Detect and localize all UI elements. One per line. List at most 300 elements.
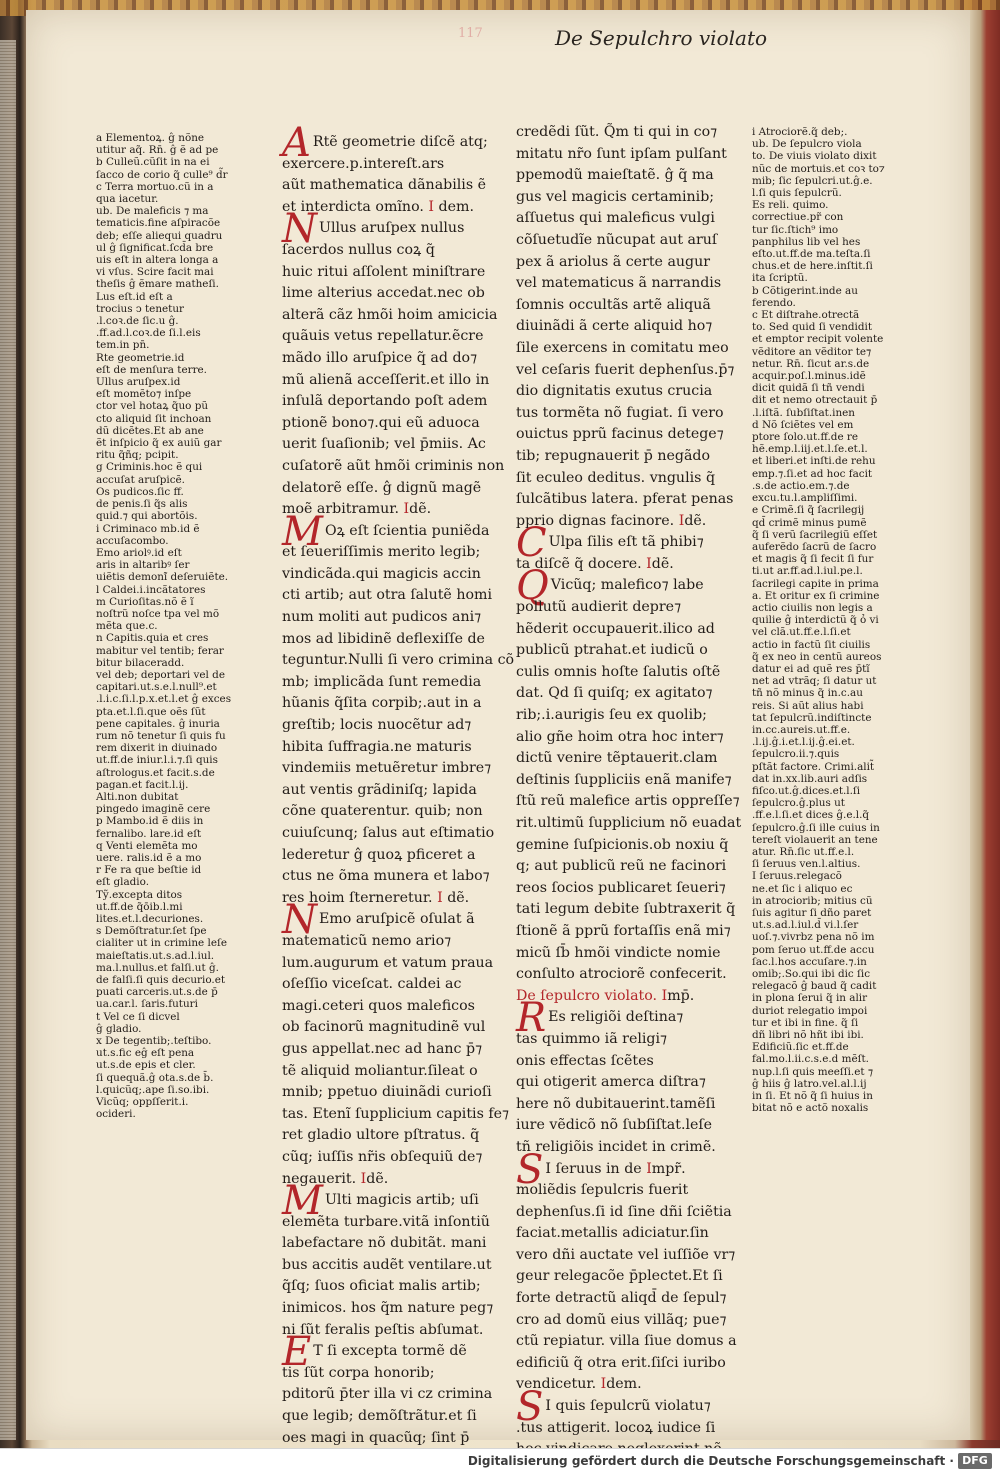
- running-head: De Sepulchro violato: [555, 26, 768, 50]
- text-line: [516, 1374, 718, 1396]
- text-line: ferendo.: [752, 296, 796, 309]
- text-line: [516, 1418, 718, 1440]
- text-line: tur et ibi in fine. q̃ ſi: [752, 1016, 859, 1029]
- text-line: panphilus lib vel hes: [752, 235, 861, 248]
- text-segment: Oꝝ eſt ſcientia puniẽda: [324, 522, 490, 539]
- text-segment: dem.: [434, 198, 474, 215]
- text-line: [282, 974, 474, 996]
- text-segment: tati legum debite ſubtraxerit q̃: [516, 901, 736, 918]
- text-line: [282, 953, 494, 975]
- text-segment: Ulpa ſilis eſt tã phibi⁊: [548, 534, 704, 551]
- text-line: [516, 468, 718, 490]
- text-line: [282, 650, 515, 672]
- text-line: [516, 316, 718, 338]
- text-line: [516, 1288, 727, 1310]
- rubric: I: [360, 1170, 367, 1187]
- text-segment: culis omnis hoſte ſalutis oſtẽ: [516, 663, 721, 680]
- text-line: Ullus aruſpex.id: [96, 376, 181, 389]
- text-line: fernalibo. lare.id eſt: [96, 827, 202, 840]
- rubricated-initial: E: [282, 1329, 312, 1376]
- rubric: I: [646, 555, 652, 572]
- text-line: ub. De maleficis ⁊ ma: [96, 205, 209, 218]
- text-line: ſepulcro.ii.⁊.quis: [752, 748, 840, 761]
- text-line: [516, 424, 724, 446]
- text-line: ſi quequã.ĝ ota.s.de b̄.: [96, 1071, 214, 1084]
- text-segment: cti artib; aut otra ſalutẽ homi: [282, 587, 493, 604]
- text-segment: mp̄.: [667, 987, 695, 1004]
- text-segment: Vicũq; malefico⁊ labe: [550, 577, 704, 594]
- text-segment: reos ſocios publicaret ſeueri⁊: [516, 879, 726, 896]
- text-segment: quãuis vetus repellatur.ẽcre: [282, 328, 484, 345]
- text-segment: ptionẽ bono⁊.qui eũ aduoca: [282, 414, 480, 431]
- text-line: [282, 305, 498, 327]
- text-segment: micũ ſb̄ hmõi vindicte nomi̇e: [516, 944, 721, 961]
- text-segment: ret gladio ultore pſtratus. q̃: [282, 1127, 480, 1144]
- text-line: quid.⁊ qui abortõis.: [96, 510, 198, 523]
- text-line: c Terra mortuo.cũ in a: [96, 180, 214, 193]
- text-segment: bus accitis audẽt ventilare.ut: [282, 1256, 492, 1273]
- text-line: [282, 283, 485, 305]
- text-line: [516, 273, 722, 295]
- text-line: a. Et oritur ex ſi crimine: [752, 589, 880, 602]
- text-line: netur. Rn̄. ſicut ar.s.de: [752, 357, 870, 370]
- rubric: I: [600, 1376, 607, 1393]
- text-segment: dio dignitatis exutus crucia: [516, 383, 713, 400]
- text-line: deb; eſſe aliequi quadru: [96, 229, 223, 242]
- text-line: [282, 629, 485, 651]
- text-segment: elemẽta turbare.vitã inſontiũ: [282, 1213, 490, 1230]
- text-line: vẽditore an vẽditor te⁊: [752, 345, 872, 358]
- text-line: dũ dicẽtes.Et ab ane: [96, 424, 204, 437]
- text-line: reis. Si aũt alius habi: [752, 699, 864, 712]
- text-segment: faciat.metallis adiciatur.ſin: [516, 1225, 709, 1242]
- rubricated-initial: S: [516, 1146, 544, 1193]
- text-line: [282, 866, 490, 888]
- text-line: net ad vtrãq; ſi datur ut: [752, 675, 877, 688]
- text-segment: pex ã ariolus ã certe augur: [516, 253, 711, 270]
- text-line: et emptor recipit volente: [752, 333, 884, 346]
- text-line: ut.s.fic eĝ eſt pena: [96, 1047, 195, 1060]
- text-line: [516, 1310, 727, 1332]
- left-page-stack: [0, 40, 16, 1440]
- text-segment: cuiuſcunq; ſalus aut eſtimatio: [282, 825, 495, 841]
- text-line: [516, 791, 740, 813]
- text-segment: aũt mathematica dãnabilis ẽ: [282, 177, 487, 194]
- text-line: [516, 403, 724, 425]
- text-line: dñ libri nõ hñt ibi ibi.: [752, 1029, 864, 1042]
- text-line: [282, 1039, 483, 1061]
- text-line: .ff.e.l.ſi.et dices ĝ.e.l.q̃: [752, 809, 870, 822]
- text-line: [282, 1255, 492, 1277]
- text-segment: qui otigerit amerca diſtra⁊: [516, 1074, 706, 1091]
- text-line: [516, 662, 721, 684]
- text-segment: oes magi in quacũq; ſint p̄: [282, 1429, 470, 1446]
- text-line: ita ſcriptũ.: [752, 272, 808, 285]
- text-segment: vel ceſaris fuerit dephenſus.p̄⁊: [516, 361, 735, 378]
- text-line: Rte geometrie.id: [96, 351, 185, 364]
- text-segment: dẽ.: [366, 1170, 389, 1187]
- text-segment: dẽ.: [684, 512, 707, 529]
- rubric: I: [661, 987, 668, 1004]
- text-segment: ſacerdos nullus coꝝ q̃: [282, 241, 435, 258]
- text-segment: dat. Qd ſi quiſq; ex agitato⁊: [516, 685, 713, 702]
- text-segment: tas. Etenĩ ſupplicium capitis fe⁊: [282, 1105, 510, 1122]
- text-line: dat in.xx.lib.auri adſis: [752, 772, 868, 785]
- text-line: hẽ.emp.l.iij.et.l.ſe.et.l.: [752, 443, 868, 456]
- text-segment: ſile exercens in comitatu meo: [516, 339, 729, 356]
- text-line: uiẽtis demoni̇̃ deſeruiẽte.: [96, 571, 229, 584]
- text-line: [516, 1029, 718, 1051]
- text-line: [516, 1223, 718, 1245]
- text-segment: mpr̃.: [651, 1160, 686, 1177]
- text-segment: here nõ dubitauerint.tamẽſi: [516, 1095, 716, 1112]
- text-line: [282, 1233, 487, 1255]
- text-line: aſtrologus.et facit.s.de: [96, 766, 215, 779]
- text-segment: mũ alienã acceſſerit.et illo in: [282, 371, 490, 388]
- text-line: l.ſi quis ſepulcrũ.: [752, 187, 842, 200]
- text-segment: huic ritui aſſolent miniſtrare: [282, 263, 486, 280]
- text-line: qd̄ crimẽ minus pumẽ: [752, 516, 867, 529]
- text-line: [282, 1212, 490, 1234]
- text-line: q Venti elemẽta mo: [96, 839, 198, 852]
- text-segment: tis ſũt corpa honorib;: [282, 1364, 435, 1381]
- text-line: [516, 230, 718, 252]
- gloss-column-right: [752, 126, 900, 1114]
- text-segment: matematicũ nemo ario⁊: [282, 932, 452, 949]
- text-segment: tib; repugnauerit p̄ negãdo: [516, 447, 711, 464]
- text-line: [516, 381, 718, 403]
- rubric: I: [678, 512, 685, 529]
- text-line: de falſi.ſi quis decurio.et: [96, 974, 226, 987]
- text-segment: uerit ſuaſionib; vel p̄miis. Ac: [282, 436, 486, 453]
- text-line: ſi ſeruus ven.l.altius.: [752, 858, 861, 871]
- text-segment: q; aut publicũ reũ ne facinori: [516, 858, 727, 875]
- text-segment: hũanis q̃ſita corpib;.aut in a: [282, 695, 482, 712]
- text-line: ma.l.nullus.et falſi.ut ĝ.: [96, 961, 219, 974]
- text-line: ſepulcro.ĝ.plus ut: [752, 797, 845, 810]
- text-line: actio ciuilis non legis a: [752, 601, 873, 614]
- text-line: [282, 542, 481, 564]
- text-segment: cõſuetudĩe nũcupat aut aruſ: [516, 231, 718, 248]
- text-line: tematicis.fine aſpiracõe: [96, 217, 221, 230]
- text-line: accuſacombo.: [96, 534, 169, 547]
- text-line: [282, 564, 481, 586]
- text-line: [516, 943, 721, 965]
- text-line: ritu q̃ñq; pcipit.: [96, 449, 179, 462]
- text-line: in plona ſerui q̃ in alir: [752, 992, 868, 1005]
- text-segment: gus vel magicis certaminib;: [516, 188, 715, 205]
- text-line: .l.ij.ĝ.i.et.l.ij.ĝ.ei.et.: [752, 736, 855, 749]
- text-line: ut.s.ad.l.iul.d̄ vi.l.ſer: [752, 919, 859, 932]
- text-segment: ſit eculeo deditus. vngulis q̃: [516, 469, 716, 486]
- text-segment: dẽ.: [651, 555, 674, 572]
- text-line: et liberi.et inſti.de rehu: [752, 455, 876, 468]
- text-line: tñ nõ minus q̃ in.c.au: [752, 687, 863, 700]
- text-segment: moẽ arbitramur.: [282, 501, 404, 518]
- text-line: [282, 1017, 486, 1039]
- text-segment: lederetur ĝ quoꝝ pficeret a: [282, 846, 476, 863]
- rubricated-initial: S: [516, 1384, 544, 1431]
- text-segment: lum.augurum et vatum praua: [282, 954, 494, 971]
- text-line: ĝ gladio.: [96, 1022, 142, 1035]
- text-line: [516, 683, 718, 705]
- text-line: emp.⁊.ſi.et ad hoc facit: [752, 467, 873, 480]
- text-segment: alterã cãz hmõi hoim amicicia: [282, 306, 498, 323]
- text-line: acquir.poſ.l.minus.idẽ: [752, 370, 866, 383]
- text-line: tem.in pn̄.: [96, 339, 150, 352]
- text-line: [516, 921, 731, 943]
- text-line: eſto.ut.ff.de ma.teſta.ſi: [752, 248, 871, 261]
- text-line: vel clã.ut.ff.e.l.ſi.et: [752, 626, 851, 639]
- text-line: t Vel ce ſi dicvel: [96, 1010, 180, 1023]
- text-line: [516, 165, 718, 187]
- text-line: [516, 252, 718, 274]
- text-segment: mb; implicãda ſunt remedia: [282, 673, 482, 690]
- text-line: [282, 758, 492, 780]
- rubricated-initial: Q: [516, 563, 549, 610]
- text-line: rum nõ tenetur ſi quis fu: [96, 729, 226, 742]
- text-segment: magi.ceteri quos maleficos: [282, 997, 475, 1014]
- text-line: [516, 1331, 737, 1353]
- text-line: omib;.So.qui ibi dic ſic: [752, 968, 871, 981]
- text-segment: dictũ venire tẽptauerit.clam: [516, 750, 718, 767]
- text-line: ub. De ſepulcro viola: [752, 138, 862, 151]
- text-line: p Mambo.id ẽ diis in: [96, 815, 204, 828]
- text-line: qua iacetur.: [96, 193, 159, 206]
- text-segment: Ullus aruſpex nullus: [319, 220, 465, 237]
- text-line: tur ſic.ſtich⁹ imo: [752, 223, 839, 236]
- text-line: uere. ralis.id ẽ a mo: [96, 851, 202, 864]
- text-line: b Cõtigerint.inde au: [752, 284, 858, 297]
- text-line: i Atrociorẽ.q̃ deb;.: [752, 126, 848, 138]
- text-line: aris in altaribꝰ ſer: [96, 559, 190, 572]
- text-segment: pditorũ p̄ter illa vi cz crimina: [282, 1386, 493, 1403]
- text-line: duriot relegatio impoi: [752, 1004, 868, 1017]
- text-line: c Et diſtrahe.otrectã: [752, 309, 860, 322]
- text-line: bitur bilaceradd.: [96, 656, 185, 669]
- text-line: ctor vel hotaꝝ q̃uo pũ: [96, 400, 209, 413]
- text-line: vel deb; deportari vel de: [96, 668, 225, 681]
- text-line: in ſi. Et nõ q̃ ſi huius in: [752, 1090, 873, 1103]
- text-line: actio in factũ ſit ciuilis: [752, 638, 871, 651]
- text-line: [516, 1094, 718, 1116]
- text-line: [282, 1298, 494, 1320]
- rubric: I: [403, 501, 410, 518]
- text-line: ut.s.de epis et cler.: [96, 1059, 196, 1072]
- text-line: [282, 478, 482, 500]
- text-segment: aſſuetus qui maleficus vulgi: [516, 210, 715, 227]
- text-line: [282, 823, 495, 845]
- text-line: l.quicũq;.ape ſi.so.ibi.: [96, 1083, 210, 1096]
- text-segment: diuinãdi ã certe aliquid ho⁊: [516, 318, 713, 335]
- text-line: [516, 964, 727, 986]
- rubric: De ſepulcro violato.: [516, 987, 662, 1004]
- rubric: I: [646, 1160, 652, 1177]
- text-line: ne.et ſic i aliquo ec: [752, 882, 853, 895]
- text-line: dit et nemo otrectauit p̄: [752, 394, 878, 407]
- text-line: Lus eſt.id eſt a: [96, 290, 173, 303]
- text-line: [516, 1072, 718, 1094]
- text-line: pingedo imaginẽ cere: [96, 803, 211, 816]
- text-segment: mos ad libidinẽ deflexiſſe de: [282, 630, 485, 647]
- text-line: eſt gladio.: [96, 876, 149, 889]
- rubricated-initial: M: [282, 1178, 323, 1225]
- text-line: tat ſepulcrũ.indiſtincte: [752, 711, 872, 724]
- text-line: [282, 1125, 480, 1147]
- text-line: [282, 737, 474, 759]
- text-line: accuſat aruſpicẽ.: [96, 473, 185, 486]
- text-line: mib; ſic ſepulcri.ut.ĝ.e.: [752, 174, 873, 187]
- text-line: [282, 715, 474, 737]
- text-line: relegacõ ĝ baud q̃ cadit: [752, 980, 877, 993]
- text-line: ſuis agitur ſi dño paret: [752, 907, 872, 919]
- text-line: [516, 295, 718, 317]
- text-line: l Caldei.i.incãtatores: [96, 583, 206, 596]
- rubricated-initial: M: [282, 508, 323, 555]
- text-line: [516, 338, 729, 360]
- text-line: .l.coꝛ.de ſic.u ĝ.: [96, 315, 179, 328]
- rubric: I: [428, 198, 434, 215]
- text-line: [282, 456, 505, 478]
- text-segment: delatorẽ eſſe. ĝ dignũ magẽ: [282, 479, 482, 496]
- text-line: bitat nõ e actõ noxalis: [752, 1102, 869, 1115]
- text-line: [516, 489, 734, 511]
- text-line: [282, 1363, 474, 1385]
- text-line: chus.et de here.inſtit.ſi: [752, 260, 873, 273]
- text-segment: cõne quaterentur. quib; non: [282, 803, 483, 820]
- text-segment: rit.ultimũ ſupplicium nõ euadat: [516, 815, 742, 831]
- text-column-right: [516, 122, 742, 1461]
- text-segment: publicũ ptrahat.et iudicũ o: [516, 642, 708, 659]
- text-segment: exercere.p.intereſt.ars: [282, 155, 445, 172]
- text-line: i Criminaco mb.id ẽ: [96, 522, 200, 535]
- text-segment: credẽdi ſũt. Q̃m ti qui in co⁊: [516, 124, 718, 140]
- text-segment: vindemiis metuẽretur imbre⁊: [282, 760, 492, 777]
- text-segment: tñ religiõis incidet in crimẽ.: [516, 1138, 716, 1155]
- text-segment: cũq; iuſſis nr̃is obſequiũ de⁊: [282, 1148, 483, 1165]
- text-line: to. Sed quid ſi vendidit: [752, 321, 873, 334]
- text-line: q̃ ſi verũ ſacrilegiũ eſſet: [752, 528, 878, 541]
- text-line: auferẽdo ſacrũ de ſacro: [752, 540, 877, 553]
- text-line: ocideri.: [96, 1108, 136, 1121]
- text-line: pagan.et facit.l.ij.: [96, 778, 189, 791]
- text-segment: deſtinis ſuppliciis enã manife⁊: [516, 771, 732, 788]
- text-line: mẽta que.c.: [96, 620, 158, 633]
- text-line: x De tegentib;.teſtibo.: [96, 1035, 212, 1048]
- text-line: d Nõ ſciẽtes vel em: [752, 418, 854, 431]
- text-line: [516, 1115, 718, 1137]
- text-line: ẽt inſpicio q̃ ex auiũ gar: [96, 437, 222, 450]
- text-line: ſacrilegi capite in prima: [752, 577, 879, 590]
- text-line: dicit quidã ſi tñ vendi: [752, 382, 865, 395]
- text-segment: ta diſcẽ q̃ docere.: [516, 555, 647, 572]
- text-segment: iure vẽdicõ nõ ſubſiſtat.leſe: [516, 1117, 713, 1134]
- text-segment: dẽ.: [409, 501, 432, 518]
- text-line: datur ei ad quẽ res p̄tĩ: [752, 662, 870, 675]
- text-line: fiſco.ut.ĝ.dices.et.l.ſi: [752, 784, 861, 797]
- text-segment: greſtib; locis nuocẽtur ad⁊: [282, 717, 472, 734]
- text-line: uis eſt in altera longa a: [96, 254, 219, 267]
- text-line: [282, 801, 483, 823]
- text-line: ſacco de corio q̃ culle⁹ d̃r: [96, 168, 228, 181]
- text-line: capitari.ut.s.e.l.null⁹.et: [96, 681, 217, 694]
- text-segment: hibita ſuffragia.ne maturis: [282, 738, 472, 755]
- text-line: b Culleũ.cũſit in na ei: [96, 156, 210, 169]
- folio-number-ghost: 117: [458, 26, 483, 41]
- funding-notice: Digitalisierung gefördert durch die Deutsche Forschungsgemeinschaft ·: [467, 1454, 954, 1468]
- text-line: quilie ĝ interdictũ q̃ ỏ vi: [752, 614, 879, 627]
- text-line: [282, 1061, 478, 1083]
- text-segment: pollutũ audierit depre⁊: [516, 599, 682, 616]
- text-line: .ff.ad.l.coꝛ.de ſi.l.eis: [96, 327, 201, 340]
- text-line: Tỹ.excepta ditos: [96, 888, 183, 901]
- rubricated-initial: N: [282, 897, 317, 944]
- text-line: [282, 693, 482, 715]
- text-line: [282, 154, 474, 176]
- rubricated-initial: C: [516, 520, 547, 567]
- text-line: pta.et.l.ſi.que oẽs ſũt: [96, 705, 206, 718]
- text-line: r Fe ra que beſtie id: [96, 864, 202, 877]
- text-line: e Crimẽ.ſi q̃ ſacrilegij: [752, 504, 865, 517]
- text-line: [516, 1137, 718, 1159]
- text-line: [516, 1202, 732, 1224]
- text-line: ptore ſolo.ut.ff.de re: [752, 431, 859, 444]
- text-line: [516, 187, 718, 209]
- text-segment: ob facinorũ magnitudinẽ vul: [282, 1019, 486, 1036]
- text-segment: tas quimmo iã religi⁊: [516, 1030, 668, 1047]
- text-line: [282, 175, 487, 197]
- text-column-left: [282, 120, 515, 1471]
- text-line: [516, 208, 718, 230]
- text-line: m Curioſitas.nõ ẽ ĩ: [96, 595, 194, 608]
- text-line: [282, 780, 477, 802]
- text-segment: geur relegacõe p̄plectet.Et ſi: [516, 1268, 723, 1285]
- text-line: pom ſeruo ut.ff.de accu: [752, 943, 875, 956]
- text-line: maieſtatis.ut.s.ad.l.iul.: [96, 949, 215, 962]
- text-line: Os pudicos.ſic ff.: [96, 485, 184, 498]
- text-line: [516, 619, 718, 641]
- text-line: et magis q̃ ſi fecit ſi fur: [752, 553, 874, 566]
- text-line: [282, 1384, 493, 1406]
- text-line: [282, 845, 474, 867]
- text-line: excu.tu.l.ampliſſimi.: [752, 492, 858, 505]
- text-line: [282, 413, 480, 435]
- text-line: in atrociorib; mitius cũ: [752, 894, 873, 907]
- text-line: [516, 446, 718, 468]
- text-line: theſis ĝ ẽmare matheſi.: [96, 278, 219, 291]
- text-segment: T ſi excepta tormẽ dẽ: [313, 1343, 467, 1360]
- text-line: nũc de mortuis.et coꝛ to⁊: [752, 162, 885, 175]
- text-segment: Ulti magicis artib; uſi: [324, 1192, 479, 1209]
- text-line: [516, 1245, 736, 1267]
- text-segment: gemine ſuſpicionis.ob noxiu q̃: [516, 836, 729, 853]
- text-line: g Criminis.hoc ẽ qui: [96, 461, 203, 474]
- text-segment: mitatu nr̃o ſunt ipſam pulſant: [516, 145, 727, 162]
- text-segment: num moliti aut pudicos ani⁊: [282, 609, 482, 626]
- text-line: ĝ hiis ĝ latro.vel.al.l.ij: [752, 1077, 867, 1090]
- text-line: [516, 813, 742, 835]
- text-segment: et interdicta omĩno.: [282, 198, 429, 215]
- text-line: [282, 434, 486, 456]
- text-segment: ſulcãtibus latera. pferat penas: [516, 491, 734, 508]
- text-segment: lime alterius accedat.nec ob: [282, 285, 485, 302]
- text-segment: forte detractũ aliqd̄ de ſepul⁊: [516, 1290, 727, 1307]
- text-line: rem dixerit in diuinado: [96, 742, 218, 755]
- text-line: [282, 348, 478, 370]
- text-segment: ctũ repiatur. villa ſiue domus a: [516, 1333, 737, 1350]
- text-line: [282, 391, 488, 413]
- text-line: [282, 326, 484, 348]
